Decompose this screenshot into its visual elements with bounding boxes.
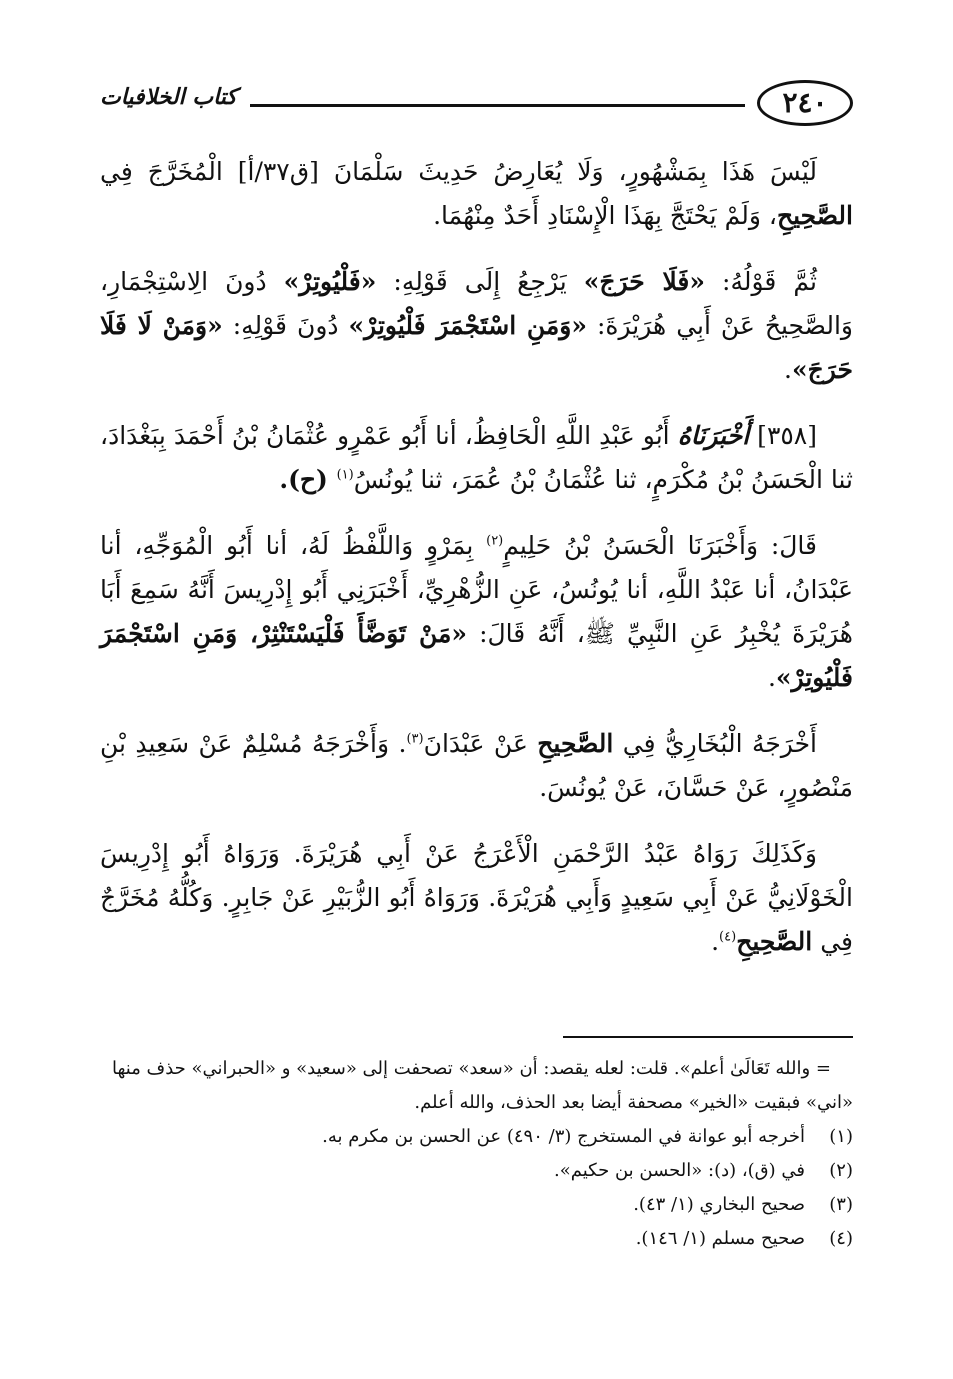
footnote-ref-1: (١) — [336, 467, 354, 483]
paragraph-6: وَكَذَلِكَ رَوَاهُ عَبْدُ الرَّحْمَنِ الْأَعْرَجُ عَنْ أَبِي هُرَيْرَةَ. وَرَوَاهُ أَبُو إِدْرِيسَ الْخَوْلَانِيُّ عَنْ أَبِي سَعِيدٍ وَأَبِي هُرَيْرَةَ. وَرَوَاهُ أَبُو الزُّبَيْرِ عَنْ جَابِرٍ. وَكُلُّهُ مُخَرَّجٌ فِي الصَّحِيحِ$^{(٤)}$. — [100, 839, 853, 956]
footnote-ref-2: (٢) — [486, 533, 504, 549]
footnote-1: (١) أخرجه أبو عوانة في المستخرج (٣/ ٤٩٠) عن الحسن بن مكرم به. — [322, 1126, 853, 1147]
footnote-2: (٢) في (ق)، (د): «الحسن بن حكيم». — [554, 1160, 853, 1181]
hadith-358: [٣٥٨] أَخْبَرَنَاهُ أَبُو عَبْدِ اللَّهِ الْحَافِظُ، أنا أَبُو عَمْرٍو عُثْمَانُ بْنُ أَحْمَدَ بِبَغْدَادَ، ثنا الْحَسَنُ بْنُ مُكْرَمٍ، ثنا عُثْمَانُ بْنُ عُمَرَ، ثنا يُونُسُ$^{(١)}$ (ح). — [100, 421, 853, 494]
paragraph-2: ثُمَّ قَوْلُهُ: «فَلَا حَرَجَ» يَرْجِعُ إِلَى قَوْلِهِ: «فَلْيُوتِرْ» دُونَ الِاسْتِجْمَارِ، وَالصَّحِيحُ عَنْ أَبِي هُرَيْرَةَ: «وَمَنِ اسْتَجْمَرَ فَلْيُوتِرْ» دُونَ قَوْلِهِ: «وَمَنْ لَا فَلَا حَرَجَ». — [100, 267, 853, 384]
page-header — [100, 74, 853, 134]
footnotes — [100, 1052, 853, 1256]
header-rule — [250, 104, 745, 107]
paragraph-4: قَالَ: وَأَخْبَرَنَا الْحَسَنُ بْنُ حَلِيمٍ$^{(٢)}$ بِمَرْوٍ وَاللَّفْظُ لَهُ، أنا أَبُو الْمُوَجِّهِ، أنا عَبْدَانُ، أنا عَبْدُ اللَّهِ، أنا يُونُسُ، عَنِ الزُّهْرِيِّ، أَخْبَرَنِي أَبُو إِدْرِيسَ أَنَّهُ سَمِعَ أَبَا هُرَيْرَةَ يُخْبِرُ عَنِ النَّبِيِّ ﷺ، أَنَّهُ قَالَ: «مَنْ تَوَضَّأَ فَلْيَسْتَنْثِرْ، وَمَنِ اسْتَجْمَرَ فَلْيُوتِرْ». — [100, 531, 853, 692]
footnote-4: (٤) صحيح مسلم (١/ ١٤٦). — [635, 1228, 853, 1249]
footnote-divider — [563, 1036, 853, 1038]
hadith-number: [٣٥٨] — [749, 421, 817, 450]
paragraph-5: أَخْرَجَهُ الْبُخَارِيُّ فِي الصَّحِيحِ عَنْ عَبْدَانَ$^{(٣)}$. وَأَخْرَجَهُ مُسْلِمٌ عَنْ سَعِيدِ بْنِ مَنْصُورٍ، عَنْ حَسَّانَ، عَنْ يُونُسَ. — [100, 729, 853, 802]
footnote-ref-4: (٤) — [719, 929, 737, 945]
book-title: كتاب الخلافيات — [100, 84, 237, 110]
footnote-continuation: = والله تَعَالَىٰ أعلم». قلت: لعله يقصد: أن «سعد» تصحفت إلى «سعيد» و «الحبراني» حذف منها «اني» فبقيت «الخير» مصحفة أيضا بعد الحذف، والله أعلم. — [111, 1058, 853, 1113]
page-number: ٢٤٠ — [757, 80, 853, 126]
paragraph-1: لَيْسَ هَذَا بِمَشْهُورٍ، وَلَا يُعَارِضُ حَدِيثَ سَلْمَانَ [ق٣٧/أ] الْمُخَرَّجَ فِي الصَّحِيحِ، وَلَمْ يَحْتَجَّ بِهَذَا الْإِسْنَادِ أَحَدٌ مِنْهُمَا. — [100, 157, 853, 230]
main-text — [100, 150, 853, 986]
footnote-3: (٣) صحيح البخاري (١/ ٤٣). — [633, 1194, 853, 1215]
footnote-ref-3: (٣) — [406, 731, 424, 747]
